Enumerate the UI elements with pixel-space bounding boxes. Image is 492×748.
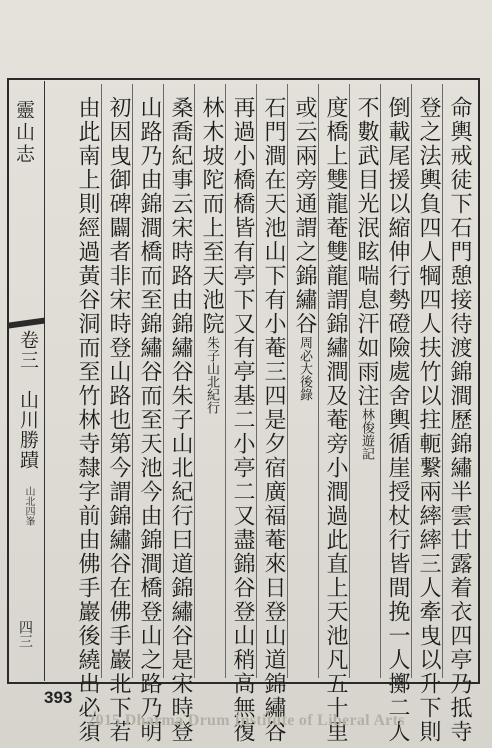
text-column: 再過小橋橋皆有亭下又有亭基二小亭二又盡錦谷登山稍高無復: [230, 96, 255, 744]
column-rule: [380, 84, 381, 678]
column-rule: [411, 84, 412, 678]
citation-note: 周必大後錄: [297, 336, 312, 401]
column-rule: [349, 84, 350, 678]
column-rule: [287, 84, 288, 678]
margin-section: 山北四峯: [23, 486, 34, 526]
text-column: 山路乃由錦澗橋而至錦繡谷而至天池今由錦澗橋登山之路乃明: [137, 96, 162, 744]
column-rule: [256, 84, 257, 678]
text-column: 不數武目光泯眩喘息汗如雨注林俊遊記: [354, 96, 379, 460]
text-column: 初因曳御碑闢者非宋時登山路也第今謂錦繡谷在佛手巖北下若: [106, 96, 131, 744]
text-column: 或云兩旁通謂之錦繡谷周必大後錄: [292, 96, 317, 401]
text-column: 命輿戒徒下石門憩接待渡錦澗歷錦繡半雲廿露着衣四亭乃抵寺: [447, 96, 472, 744]
text-column: 林木坡陀而上至天池院朱子山北紀行: [199, 96, 224, 414]
margin-book-title: 靈山志: [13, 100, 35, 166]
text-column: 登之法輿負四人犅四人扶竹以拄軛繋兩繂繂三人牽曳以升下則: [416, 96, 441, 744]
citation-note: 朱子山北紀行: [204, 336, 219, 414]
column-rule: [132, 84, 133, 678]
column-rule: [225, 84, 226, 678]
watermark: 2015 Dharma Drum Institute of Liberal Arts: [87, 712, 405, 729]
page-number: 393: [44, 688, 73, 707]
text-column: 倒載尾援以縮伸行勢磴險處舍輿循崖授杖行皆間挽一人擲二人: [385, 96, 410, 744]
citation-note: 林俊遊記: [359, 408, 374, 460]
column-rule: [101, 84, 102, 678]
column-rule: [442, 84, 443, 678]
column-rule: [194, 84, 195, 678]
text-column: 度橋上雙龍菴雙龍謂錦繡澗及菴旁小澗過此直上天池凡五十里: [323, 96, 348, 744]
column-rule: [318, 84, 319, 678]
text-column: 桑喬紀事云宋時路由錦繡谷朱子山北紀行曰道錦繡谷是宋時登: [168, 96, 193, 744]
margin-leaf-number: 四三: [17, 620, 33, 648]
column-rule: [163, 84, 164, 678]
text-column: 由此南上則經過黃谷洞而至竹林寺隸字前由佛手巖後繞出必須: [75, 96, 100, 744]
margin-chapter-title: 卷三 山川勝蹟: [17, 330, 39, 470]
text-column: 石門澗在天池山下有小菴三四是夕宿廣福菴來日登山道錦繡谷: [261, 96, 286, 744]
